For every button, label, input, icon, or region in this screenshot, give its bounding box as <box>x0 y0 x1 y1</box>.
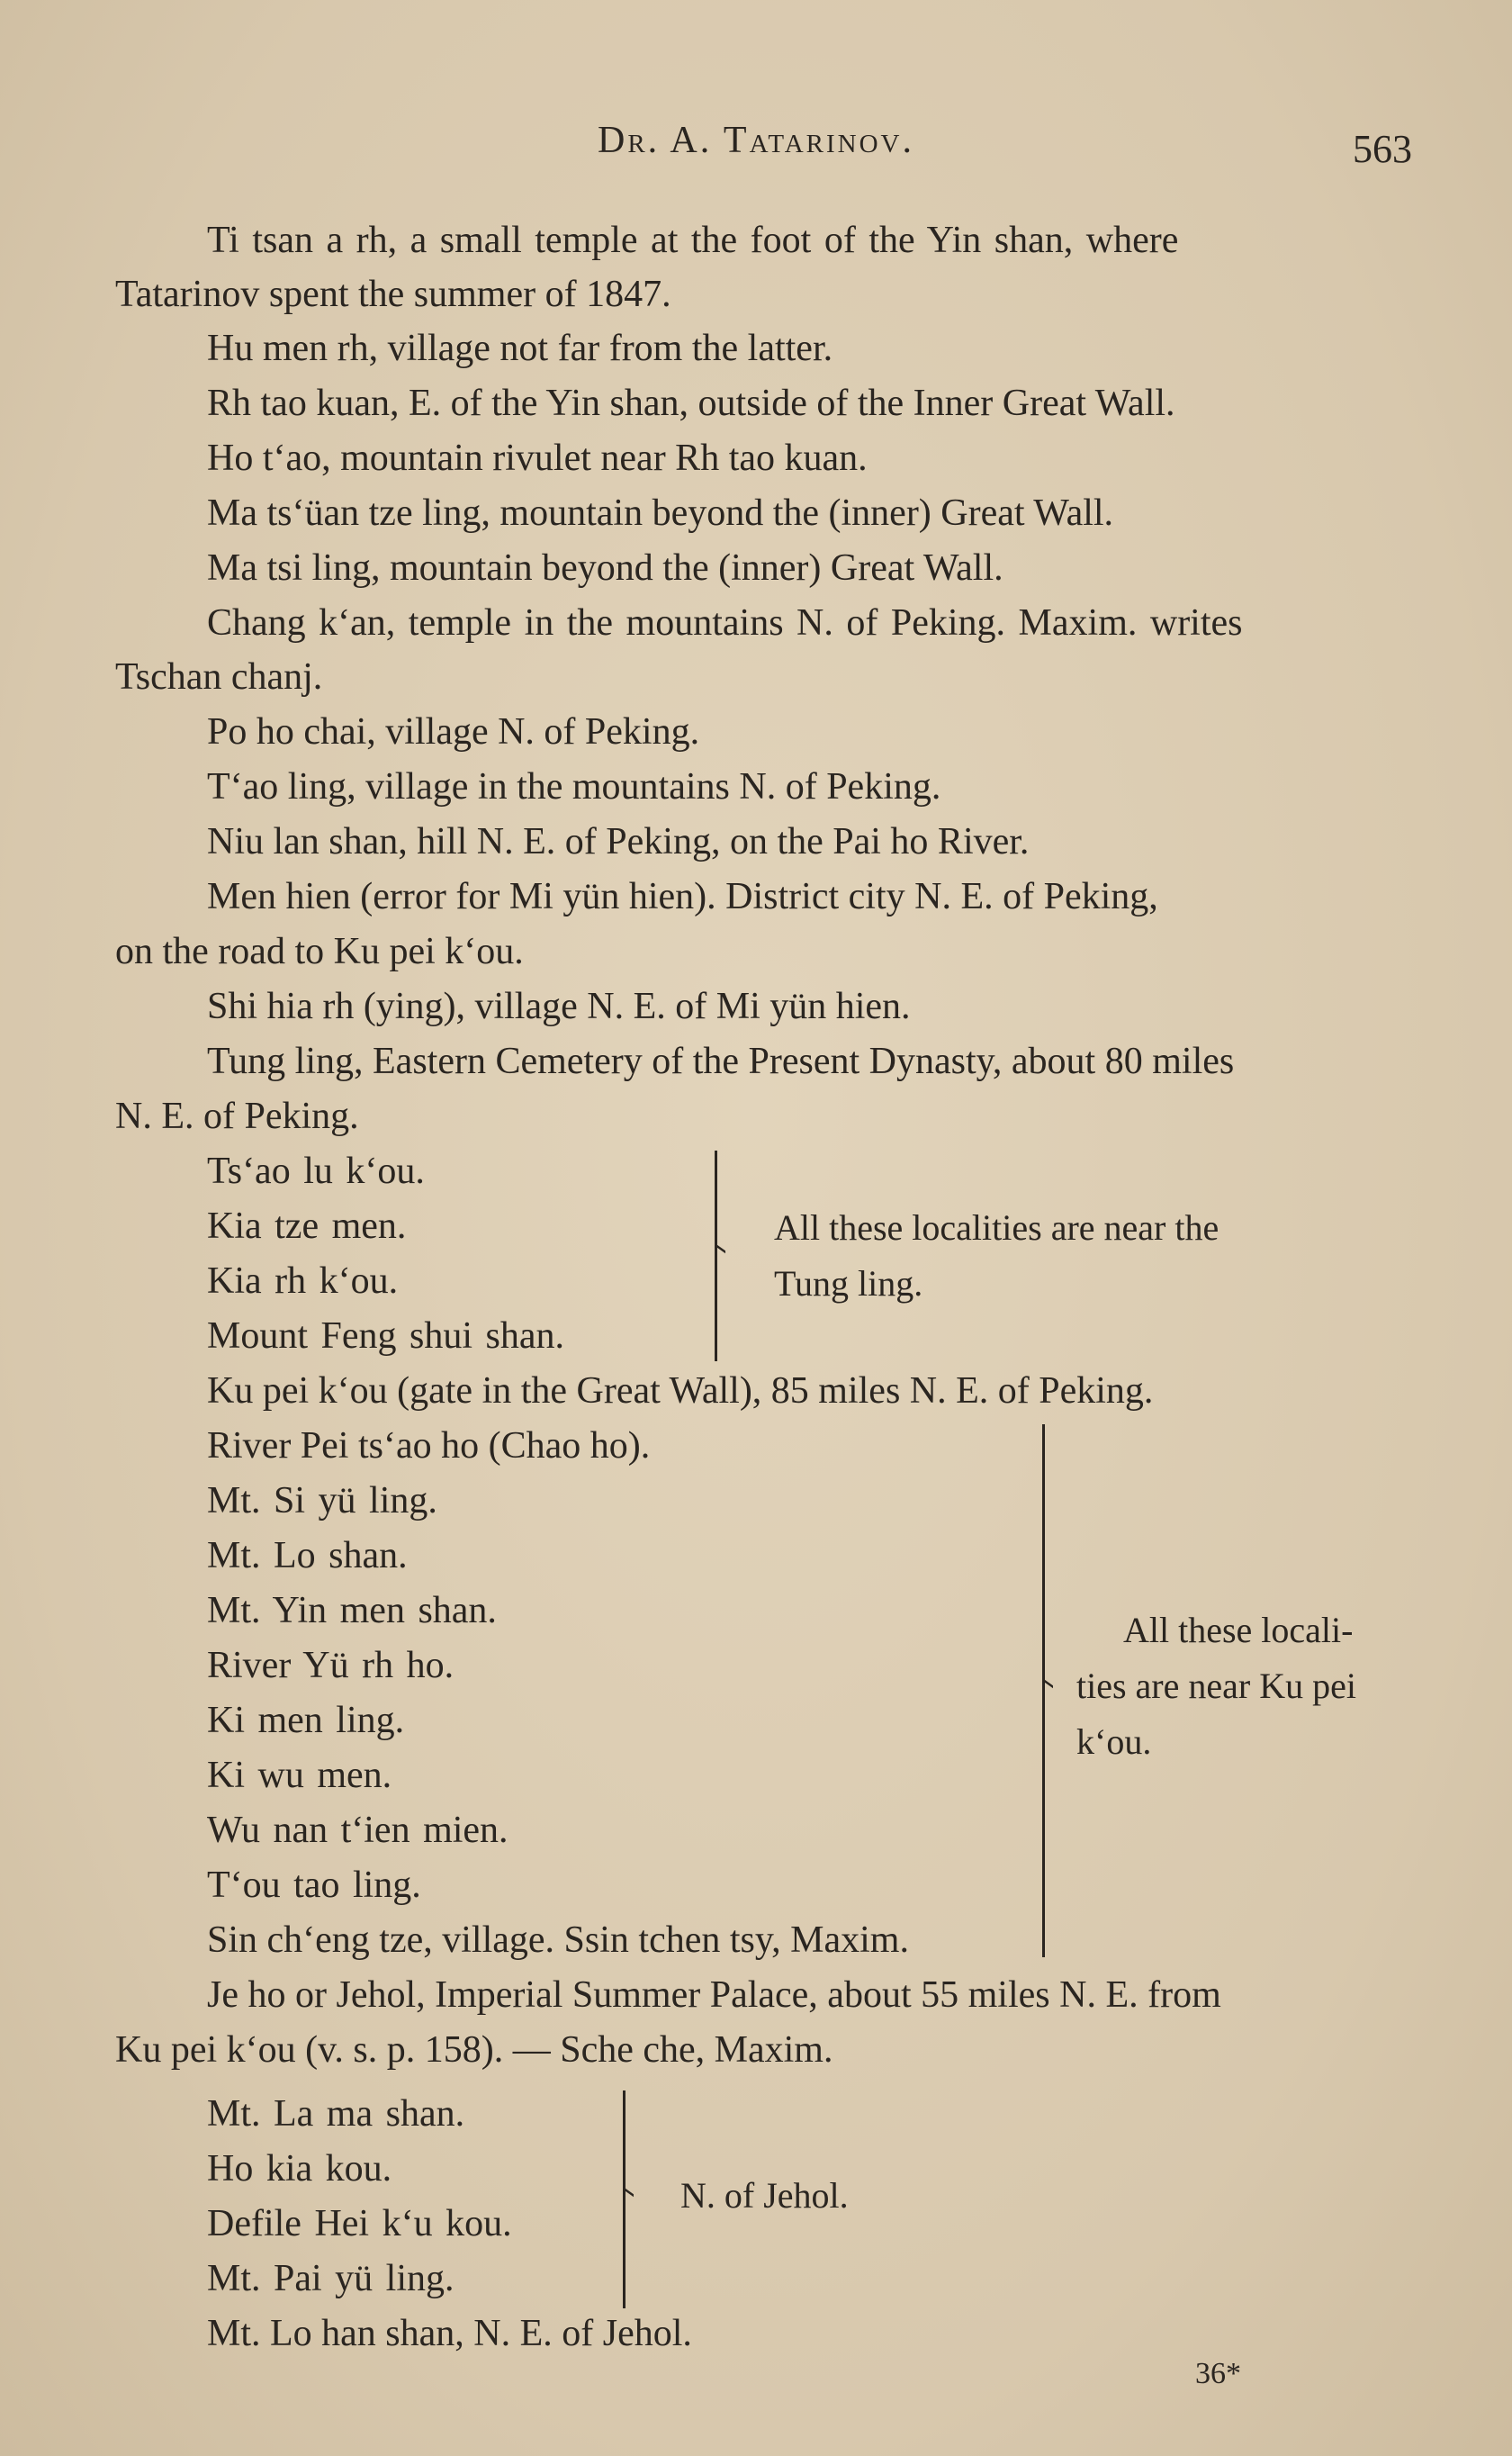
group2-item: River Yü rh ho. <box>207 1645 454 1686</box>
group2-note-line: ties are near Ku pei <box>1076 1666 1356 1706</box>
group3-brace <box>617 2090 626 2308</box>
group2-item: Ki men ling. <box>207 1700 405 1741</box>
entry-line: Mt. Lo han shan, N. E. of Jehol. <box>207 2313 692 2354</box>
entry-line: Rh tao kuan, E. of the Yin shan, outside of the Inner Great Wall. <box>207 383 1175 424</box>
group1-note-line: All these localities are near the <box>774 1207 1220 1248</box>
entry-line: Je ho or Jehol, Imperial Summer Palace, about 55 miles N. E. from <box>207 1974 1221 2016</box>
group1-brace <box>709 1151 717 1361</box>
group3-item: Defile Hei k‘u kou. <box>207 2203 512 2244</box>
group2-item: Sin ch‘eng tze, village. Ssin tchen tsy, Maxim. <box>207 1919 909 1961</box>
group2-item: Mt. Lo shan. <box>207 1535 408 1576</box>
running-header: Dr. A. Tatarinov. <box>598 120 914 161</box>
entry-line: Ma ts‘üan tze ling, mountain beyond the (inner) Great Wall. <box>207 492 1114 534</box>
group2-item: Ki wu men. <box>207 1755 392 1796</box>
group2-item: Mt. Si yü ling. <box>207 1480 437 1521</box>
entry-line: T‘ao ling, village in the mountains N. of Peking. <box>207 766 941 808</box>
entry-line: Niu lan shan, hill N. E. of Peking, on the Pai ho River. <box>207 821 1030 862</box>
entry-line: Tschan chanj. <box>115 656 323 698</box>
group3-note: N. of Jehol. <box>680 2175 849 2216</box>
signature-mark: 36* <box>1195 2357 1241 2390</box>
entry-line: Ku pei k‘ou (v. s. p. 158). — Sche che, Maxim. <box>115 2029 833 2071</box>
group1-item: Ts‘ao lu k‘ou. <box>207 1151 425 1192</box>
entry-line: N. E. of Peking. <box>115 1096 359 1137</box>
entry-line: Ku pei k‘ou (gate in the Great Wall), 85 miles N. E. of Peking. <box>207 1370 1154 1412</box>
group3-item: Ho kia kou. <box>207 2148 392 2190</box>
entry-line: Hu men rh, village not far from the latter. <box>207 328 833 369</box>
group3-item: Mt. La ma shan. <box>207 2093 465 2135</box>
group2-note-line: k‘ou. <box>1076 1721 1152 1762</box>
group1-item: Kia rh k‘ou. <box>207 1260 399 1302</box>
group2-brace <box>1037 1424 1045 1957</box>
group3-item: Mt. Pai yü ling. <box>207 2258 454 2299</box>
group1-note-line: Tung ling. <box>774 1263 923 1304</box>
group2-item: Wu nan t‘ien mien. <box>207 1810 508 1851</box>
entry-line: Ho t‘ao, mountain rivulet near Rh tao kuan. <box>207 438 868 479</box>
group1-item: Mount Feng shui shan. <box>207 1315 565 1357</box>
entry-line: on the road to Ku pei k‘ou. <box>115 931 524 972</box>
group2-item: Mt. Yin men shan. <box>207 1590 497 1631</box>
group1-item: Kia tze men. <box>207 1205 407 1247</box>
entry-line: Shi hia rh (ying), village N. E. of Mi yün hien. <box>207 986 911 1027</box>
entry-line: Tatarinov spent the summer of 1847. <box>115 274 671 315</box>
entry-line: Chang k‘an, temple in the mountains N. of Peking. Maxim. writes <box>207 602 1243 644</box>
page-number: 563 <box>1353 127 1412 171</box>
entry-line: Tung ling, Eastern Cemetery of the Present Dynasty, about 80 miles <box>207 1041 1235 1082</box>
entry-line: Men hien (error for Mi yün hien). District city N. E. of Peking, <box>207 876 1158 917</box>
entry-line: Ti tsan a rh, a small temple at the foot of the Yin shan, where <box>207 220 1179 261</box>
group2-item: River Pei ts‘ao ho (Chao ho). <box>207 1425 651 1467</box>
group2-note-line: All these locali- <box>1123 1610 1354 1650</box>
group2-item: T‘ou tao ling. <box>207 1865 421 1906</box>
entry-line: Ma tsi ling, mountain beyond the (inner) Great Wall. <box>207 547 1004 589</box>
entry-line: Po ho chai, village N. of Peking. <box>207 711 700 753</box>
